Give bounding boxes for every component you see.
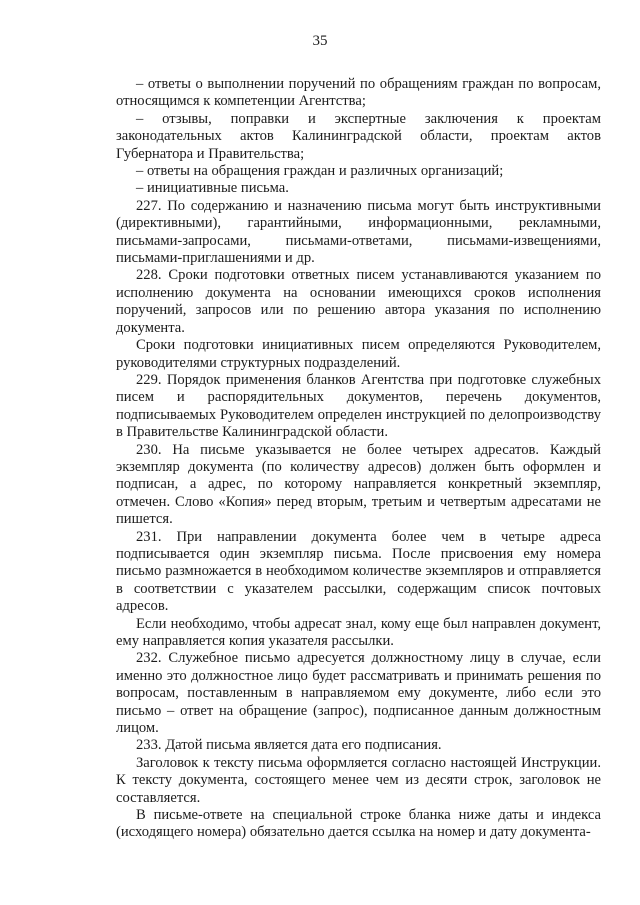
paragraph-230: 230. На письме указывается не более четырех адресатов. Каждый экземпляр документа (по количеству адресов) должен быть оформлен и подписан, а адрес, по которому направляется конкретный экземпляр, отмечен. Слово «Копия» перед вторым, третьим и четвертым адресатами не пишется. — [116, 441, 601, 528]
list-item-answers-to-citizens: – ответы на обращения граждан и различных организаций; — [136, 163, 504, 180]
paragraph-233-heading-rule: Заголовок к тексту письма оформляется согласно настоящей Инструкции. К тексту документа, состоящего менее чем из десяти строк, заголовок не составляется. — [116, 754, 601, 806]
paragraph-229: 229. Порядок применения бланков Агентства при подготовке служебных писем и распорядительных документов, перечень документов, подписываемых Руководителем определен инструкцией по делопроизводству в Правительстве Калининградской области. — [116, 371, 601, 441]
list-item-initiative-letters: – инициативные письма. — [136, 180, 289, 197]
paragraph-228-continued: Сроки подготовки инициативных писем определяются Руководителем, руководителями структурных подразделений. — [116, 337, 601, 371]
paragraph-233: 233. Датой письма является дата его подписания. — [136, 737, 442, 754]
paragraph-232: 232. Служебное письмо адресуется должностному лицу в случае, если именно это должностное лицо будет рассматривать и принимать решения по вопросам, поставленным в направляемом ему документе, либо если это письмо – ответ на обращение (запрос), подписанное данным должностным лицом. — [116, 650, 601, 737]
list-item-reviews-and-conclusions: – отзывы, поправки и экспертные заключения к проектам законодательных актов Калининградской области, проектам актов Губернатора и Правительства; — [116, 110, 601, 162]
paragraph-233-reply-reference: В письме-ответе на специальной строке бланка ниже даты и индекса (исходящего номера) обязательно дается ссылка на номер и дату документа- — [116, 807, 601, 841]
paragraph-231: 231. При направлении документа более чем в четыре адреса подписывается один экземпляр письма. После присвоения ему номера письмо размножается в необходимом количестве экземпляров и отправляется в соответствии с указателем рассылки, содержащим список почтовых адресов. — [116, 528, 601, 615]
paragraph-228: 228. Сроки подготовки ответных писем устанавливаются указанием по исполнению документа на основании имеющихся сроков исполнения поручений, запросов или по решению автора указания по исполнению документа. — [116, 267, 601, 336]
page-number: 35 — [312, 33, 328, 49]
paragraph-231-continued: Если необходимо, чтобы адресат знал, кому еще был направлен документ, ему направляется копия указателя рассылки. — [116, 615, 601, 649]
document-body — [116, 76, 601, 842]
paragraph-227: 227. По содержанию и назначению письма могут быть инструктивными (директивными), гарантийными, информационными, рекламными, письмами-запросами, письмами-ответами, письмами-извещениями, письмами-приглашениями и др. — [116, 197, 601, 267]
list-item-answers-on-orders: – ответы о выполнении поручений по обращениям граждан по вопросам, относящимся к компетенции Агентства; — [116, 76, 601, 110]
